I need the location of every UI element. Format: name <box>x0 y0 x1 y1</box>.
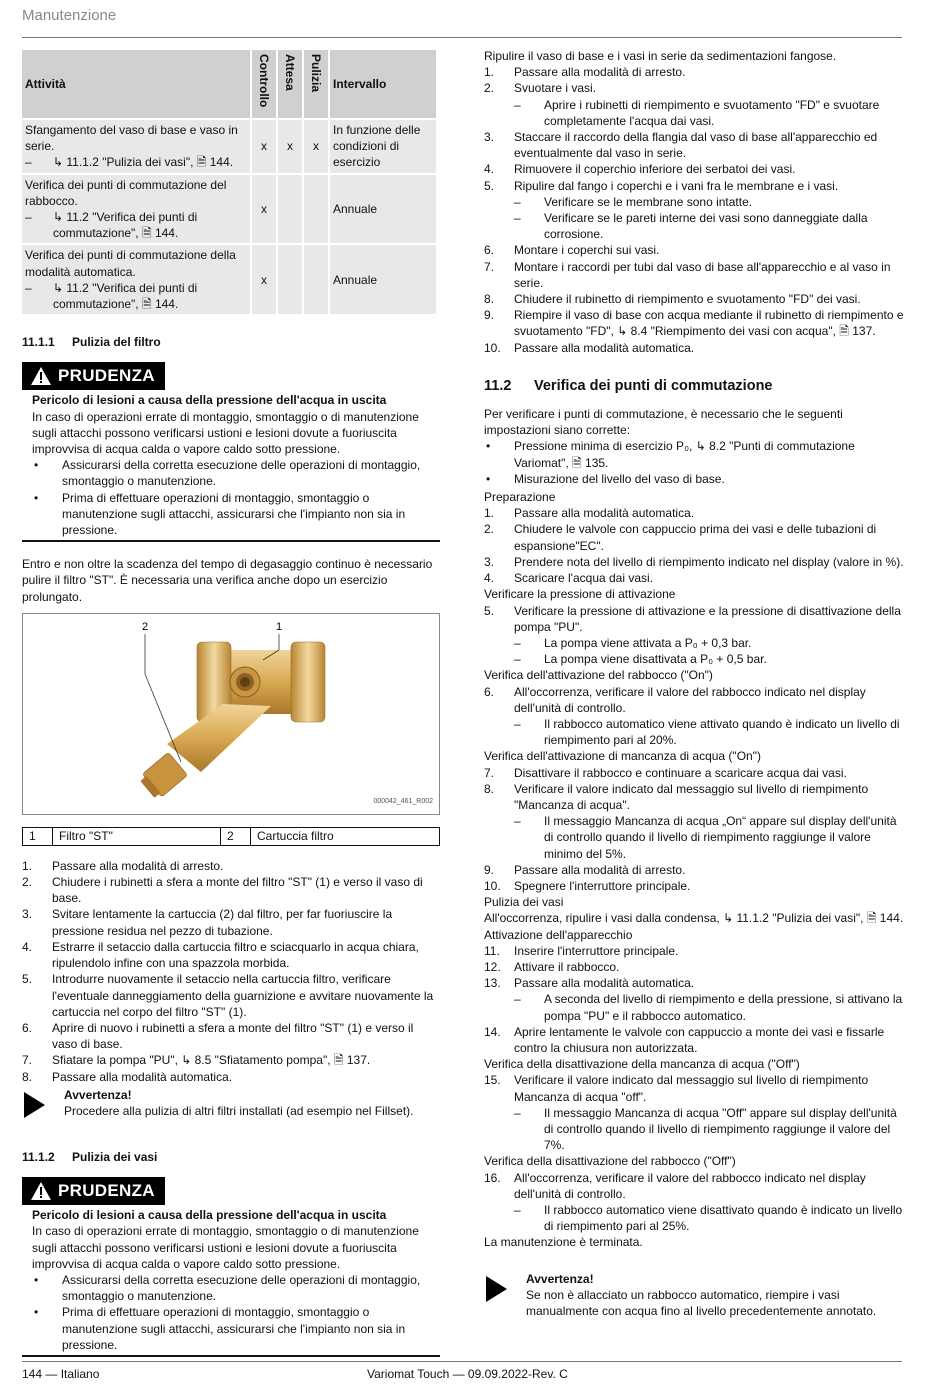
note-box <box>484 1271 904 1320</box>
subheading: Verifica della disattivazione del rabbocco ("Off") <box>484 1154 736 1169</box>
list-item: 1. Passare alla modalità automatica. <box>484 506 695 521</box>
cross-ref-link[interactable]: All'occorrenza, ripulire i vasi dalla condensa, ↳ 11.1.2 "Pulizia dei vasi", 🗎 144. <box>484 911 904 926</box>
list-item: 8. Passare alla modalità automatica. <box>22 1069 233 1084</box>
section-heading-11-1-2: 11.1.2 Pulizia dei vasi <box>22 1149 158 1164</box>
list-item: 5. Introdurre nuovamente il setaccio nella cartuccia filtro, verificare l'eventuale danneggiamento della guarnizione e avvitare nuovamente la cartuccia nel corpo del filtro "ST" (1). <box>22 972 434 1019</box>
cross-ref-link[interactable]: ↳ 11.2 "Verifica dei punti di commutazione", 🗎 144. <box>53 280 198 312</box>
list-item: 4. Rimuovere il coperchio inferiore dei serbatoi dei vasi. <box>484 162 796 177</box>
document-info: Variomat Touch — 09.09.2022-Rev. C <box>367 1367 568 1381</box>
list-item: 16. All'occorrenza, verificare il valore del rabbocco indicato nel display dell'unità di controllo. <box>484 1170 866 1201</box>
table-row <box>22 175 436 244</box>
caution-bullet: • Assicurarsi della corretta esecuzione delle operazioni di montaggio, smontaggio o manutenzione. <box>34 458 421 489</box>
subheading: Verifica dell'attivazione di mancanza di acqua ("On") <box>484 749 761 764</box>
caution-label: PRUDENZA <box>22 362 165 390</box>
list-item: 14. Aprire lentamente le valvole con cappuccio a monte dei vasi e fissarle contro la chiusura non autorizzata. <box>484 1024 885 1055</box>
clean-mark <box>304 175 328 244</box>
arrow-right-icon <box>484 1275 508 1303</box>
list-item: 3. Svitare lentamente la cartuccia (2) dal filtro, per far fuoriuscire la pressione residua nel pezzo di tubazione. <box>22 907 393 938</box>
cross-ref-link[interactable]: Sfiatare la pompa "PU", ↳ 8.5 "Sfiatamento pompa", 🗎 137. <box>52 1053 371 1068</box>
caution-label: PRUDENZA <box>22 1177 165 1205</box>
figure-legend <box>22 827 440 846</box>
subheading: Verifica della disattivazione della mancanza di acqua ("Off") <box>484 1057 800 1072</box>
note-title: Avvertenza! <box>64 1087 132 1102</box>
sub-item: – Verificare se le membrane sono intatte. <box>514 194 753 209</box>
vessel-intro: Ripulire il vaso di base e i vasi in serie da sedimentazioni fangose. <box>484 49 837 63</box>
list-item: 7. Sfiatare la pompa "PU", ↳ 8.5 "Sfiatamento pompa", 🗎 137. <box>22 1053 371 1068</box>
list-item: 5. Ripulire dal fango i coperchi e i vani fra le membrane e i vasi. <box>484 178 839 193</box>
list-item: 6. Montare i coperchi sui vasi. <box>484 243 660 258</box>
warning-triangle-icon <box>30 366 52 386</box>
activity-cell: Sfangamento del vaso di base e vaso in serie. – ↳ 11.1.2 "Pulizia dei vasi", 🗎 144. <box>22 120 250 173</box>
list-item: 6. All'occorrenza, verificare il valore del rabbocco indicato nel display dell'unità di controllo. <box>484 684 866 715</box>
legend-number: 1 <box>23 827 53 845</box>
list-item: 7. Disattivare il rabbocco e continuare a scaricare acqua dai vasi. <box>484 765 847 780</box>
y-strainer-illustration <box>23 614 439 814</box>
note-title: Avvertenza! <box>526 1271 594 1286</box>
list-item: 1. Passare alla modalità di arresto. <box>22 858 224 873</box>
list-item: 2. Chiudere le valvole con cappuccio prima dei vasi e delle tubazioni di espansione"EC". <box>484 522 877 553</box>
filter-steps <box>22 858 440 1085</box>
section-title: Manutenzione <box>22 7 117 24</box>
list-item: 2. Chiudere i rubinetti a sfera a monte del filtro "ST" (1) e verso il vaso di base. <box>22 875 423 906</box>
left-column <box>22 48 440 1371</box>
legend-number: 2 <box>221 827 251 845</box>
section-heading-11-2: 11.2 Verifica dei punti di commutazione <box>484 377 773 394</box>
page-footer <box>22 1361 902 1381</box>
section-heading-11-1-1: 11.1.1 Pulizia del filtro <box>22 335 161 350</box>
list-item: 3. Prendere nota del livello di riempimento indicato nel display (valore in %). <box>484 554 904 569</box>
list-item: 12. Attivare il rabbocco. <box>484 959 620 974</box>
note-text: Se non è allacciato un rabbocco automatico, riempire i vasi manualmente con acqua fino al livello precedentemente annotato. <box>526 1287 877 1319</box>
sub-item: – Il messaggio Mancanza di acqua "Off" appare sul display dell'unità di controllo quando il livello di riempimento raggiunge il valore del 7%. <box>514 1105 897 1153</box>
check-mark: x <box>252 120 276 173</box>
cross-ref-link[interactable]: Pressione minima di esercizio P₀, ↳ 8.2 "Punti di commutazione Variomat", 🗎 135. <box>514 439 855 470</box>
caution-bullet: • Prima di effettuare operazioni di montaggio, smontaggio o manutenzione sugli attacchi, assicurarsi che l'impianto non sia in pressione. <box>34 1305 406 1352</box>
right-column <box>484 48 904 1319</box>
list-item: 10. Passare alla modalità automatica. <box>484 340 695 355</box>
note-text: Procedere alla pulizia di altri filtri installati (ad esempio nel Fillset). <box>64 1103 414 1118</box>
wait-mark: x <box>278 120 302 173</box>
page-number: 144 — Italiano <box>22 1367 100 1381</box>
activity-cell: Verifica dei punti di commutazione del rabbocco. – ↳ 11.2 "Verifica dei punti di commutazione", 🗎 144. <box>22 175 250 244</box>
list-item: 9. Riempire il vaso di base con acqua mediante il rubinetto di riempimento e svuotamento "FD", ↳ 8.4 "Riempimento dei vasi con acqua", 🗎 137. <box>484 308 904 339</box>
filter-intro: Entro e non oltre la scadenza del tempo di degasaggio continuo è necessario pulire il filtro "ST". È necessaria una verifica anche dopo un esercizio prolungato. <box>22 557 433 604</box>
legend-text: Cartuccia filtro <box>251 827 440 845</box>
subheading: Pulizia dei vasi <box>484 895 564 910</box>
subheading: Verifica dell'attivazione del rabbocco ("On") <box>484 668 713 683</box>
sub-item: – Verificare se le pareti interne dei vasi sono danneggiate dalla corrosione. <box>514 211 868 242</box>
header-interval: Intervallo <box>330 50 436 118</box>
sub-item: – La pompa viene disattivata a P₀ + 0,5 bar. <box>514 652 767 667</box>
caution-text: In caso di operazioni errate di montaggio, smontaggio o di manutenzione sugli attacchi possono verificarsi ustioni e lesioni dovute a fuoriuscita improvvisa di acqua calda o vapore caldo sotto pressione. <box>32 1224 419 1271</box>
interval-cell: In funzione delle condizioni di esercizio <box>330 120 436 173</box>
clean-mark: x <box>304 120 328 173</box>
filter-figure <box>22 613 440 815</box>
wait-mark <box>278 245 302 314</box>
header-wait: Attesa <box>278 50 302 118</box>
list-item: 3. Staccare il raccordo della flangia dal vaso di base all'apparecchio ed eventualmente dal vaso in serie. <box>484 130 878 161</box>
sub-item: – La pompa viene attivata a P₀ + 0,3 bar. <box>514 635 752 650</box>
check-mark: x <box>252 175 276 244</box>
interval-cell: Annuale <box>330 245 436 314</box>
caution-title: Pericolo di lesioni a causa della pressione dell'acqua in uscita <box>32 1208 387 1223</box>
switch-intro: Per verificare i punti di commutazione, è necessario che le seguenti impostazioni siano corrette: <box>484 407 843 438</box>
list-item: 5. Verificare la pressione di attivazione e la pressione di disattivazione della pompa "PU". <box>484 603 901 634</box>
sub-item: – Il rabbocco automatico viene attivato quando è indicato un livello di riempimento pari al 20%. <box>514 716 900 748</box>
list-item: 8. Verificare il valore indicato dal messaggio sul livello di riempimento "Mancanza di acqua". <box>484 781 869 812</box>
maintenance-table <box>20 48 438 316</box>
sub-item: – A seconda del livello di riempimento e della pressione, si attivano la pompa "PU" e il rabbocco automatico. <box>514 992 903 1023</box>
figure-label-2: 2 <box>142 620 149 633</box>
check-mark: x <box>252 245 276 314</box>
caution-title: Pericolo di lesioni a causa della pressione dell'acqua in uscita <box>32 393 387 408</box>
page-header <box>22 6 902 38</box>
list-item: 9. Passare alla modalità di arresto. <box>484 862 686 877</box>
cross-ref-link[interactable]: ↳ 11.1.2 "Pulizia dei vasi", 🗎 144. <box>53 155 234 170</box>
sub-item: – Il rabbocco automatico viene disattivato quando è indicato un livello di riempimento pari al 25%. <box>514 1203 903 1234</box>
warning-triangle-icon <box>30 1181 52 1201</box>
sub-item: – Il messaggio Mancanza di acqua „On“ appare sul display dell'unità di controllo quando il livello di riempimento raggiunge il valore minimo del 5%. <box>514 814 897 861</box>
list-item: 2. Svuotare i vasi. <box>484 81 597 96</box>
list-item: 15. Verificare il valore indicato dal messaggio sul livello di riempimento Mancanza di acqua "off". <box>484 1073 869 1104</box>
note-box <box>22 1087 440 1123</box>
caution-box <box>22 362 440 542</box>
cross-ref-link[interactable]: Riempire il vaso di base con acqua mediante il rubinetto di riempimento e svuotamento "FD", ↳ 8.4 "Riempimento dei vasi con acqua", 🗎 137. <box>514 308 904 339</box>
list-item: 11. Inserire l'interruttore principale. <box>484 943 679 958</box>
completion-text: La manutenzione è terminata. <box>484 1235 643 1250</box>
caution-bullet: • Assicurarsi della corretta esecuzione delle operazioni di montaggio, smontaggio o manutenzione. <box>34 1272 421 1304</box>
caution-text: In caso di operazioni errate di montaggio, smontaggio o di manutenzione sugli attacchi possono verificarsi ustioni e lesioni dovute a fuoriuscita improvvisa di acqua calda o vapore caldo sotto pressione. <box>32 409 419 457</box>
cross-ref-link[interactable]: ↳ 11.2 "Verifica dei punti di commutazione", 🗎 144. <box>53 210 198 241</box>
table-header-row <box>22 50 436 118</box>
header-check: Controllo <box>252 50 276 118</box>
interval-cell: Annuale <box>330 175 436 244</box>
header-clean: Pulizia <box>304 50 328 118</box>
wait-mark <box>278 175 302 244</box>
figure-code: 000042_461_R002 <box>373 797 433 805</box>
legend-text: Filtro "ST" <box>53 827 221 845</box>
caution-bullet: • Prima di effettuare operazioni di montaggio, smontaggio o manutenzione sugli attacchi, assicurarsi che l'impianto non sia in pressione. <box>34 490 406 538</box>
list-item: • Misurazione del livello del vaso di base. <box>486 471 725 486</box>
list-item: 8. Chiudere il rubinetto di riempimento e svuotamento "FD" dei vasi. <box>484 292 861 307</box>
table-row <box>22 245 436 314</box>
sub-item: – Aprire i rubinetti di riempimento e svuotamento "FD" e svuotare completamente l'acqua dai vasi. <box>514 97 880 128</box>
list-item: 1. Passare alla modalità di arresto. <box>484 65 686 80</box>
list-item: 13. Passare alla modalità automatica. <box>484 976 695 991</box>
list-item: • Pressione minima di esercizio P₀, ↳ 8.2 "Punti di commutazione Variomat", 🗎 135. <box>484 438 904 470</box>
list-item: 6. Aprire di nuovo i rubinetti a sfera a monte del filtro "ST" (1) e verso il vaso di base. <box>22 1020 414 1052</box>
list-item: 4. Scaricare l'acqua dai vasi. <box>484 571 654 586</box>
list-item: 10. Spegnere l'interruttore principale. <box>484 878 691 893</box>
arrow-right-icon <box>22 1091 46 1119</box>
table-row <box>22 120 436 173</box>
list-item: 7. Montare i raccordi per tubi dal vaso di base all'apparecchio e al vaso in serie. <box>484 259 891 290</box>
subheading: Verificare la pressione di attivazione <box>484 587 676 602</box>
header-activity: Attività <box>22 50 250 118</box>
caution-box <box>22 1177 440 1357</box>
list-item: 4. Estrarre il setaccio dalla cartuccia filtro e sciacquarlo in acqua chiara, ripulendolo infine con una spazzola morbida. <box>22 939 419 971</box>
subheading: Preparazione <box>484 490 556 505</box>
figure-label-1: 1 <box>276 620 283 633</box>
activity-cell: Verifica dei punti di commutazione della modalità automatica. – ↳ 11.2 "Verifica dei punti di commutazione", 🗎 144. <box>22 245 250 314</box>
subheading: Attivazione dell'apparecchio <box>484 927 633 942</box>
clean-mark <box>304 245 328 314</box>
